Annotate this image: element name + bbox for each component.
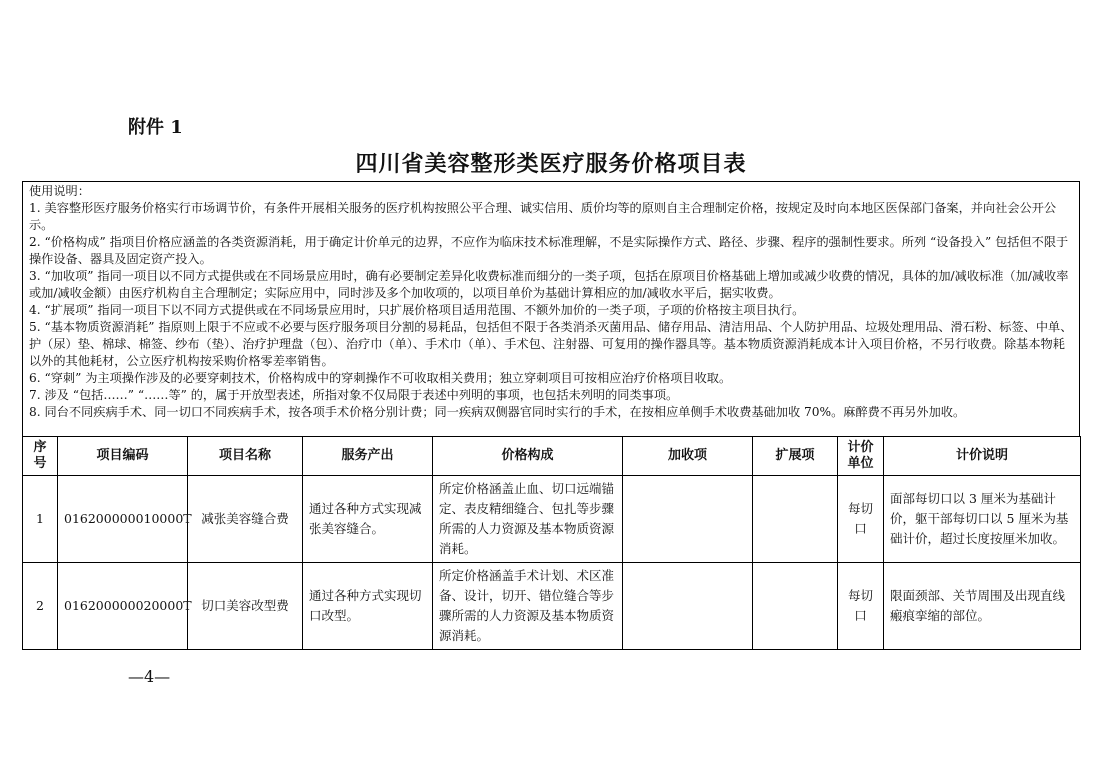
cell-name: 减张美容缝合费: [188, 476, 303, 563]
cell-unit: 每切口: [838, 476, 884, 563]
header-name: 项目名称: [188, 437, 303, 476]
attachment-label: 附件 1: [128, 117, 183, 138]
header-price-composition: 价格构成: [433, 437, 623, 476]
note-item: 4. “扩展项” 指同一项目下以不同方式提供或在不同场景应用时，只扩展价格项目适用范围、不额外加价的一类子项，子项的价格按主项目执行。: [29, 303, 805, 317]
note-item: 1. 美容整形医疗服务价格实行市场调节价，有条件开展相关服务的医疗机构按照公平合理、诚实信用、质价均等的原则自主合理制定价格，按规定及时向本地区医保部门备案，并向社会公开公示。: [29, 201, 1057, 232]
cell-unit: 每切口: [838, 563, 884, 650]
cell-pricing-note: 面部每切口以 3 厘米为基础计价，躯干部每切口以 5 厘米为基础计价，超过长度按厘米加收。: [884, 476, 1081, 563]
table-row: [23, 563, 1081, 650]
cell-code: 016200000010000T: [58, 476, 188, 563]
header-pricing-note: 计价说明: [884, 437, 1081, 476]
cell-code: 016200000020000T: [58, 563, 188, 650]
cell-seq: 1: [23, 476, 58, 563]
table-header-row: [23, 437, 1081, 476]
cell-extension: [753, 476, 838, 563]
price-item-table: [22, 436, 1081, 650]
cell-seq: 2: [23, 563, 58, 650]
header-code: 项目编码: [58, 437, 188, 476]
header-unit: 计价单位: [838, 437, 884, 476]
note-item: 7. 涉及 “包括……” “……等” 的，属于开放型表述，所指对象不仅局限于表述中列明的事项，也包括未列明的同类事项。: [29, 388, 679, 402]
note-item: 5. “基本物质资源消耗” 指原则上限于不应或不必要与医疗服务项目分割的易耗品，包括但不限于各类消杀灭菌用品、储存用品、清洁用品、个人防护用品、垃圾处理用品、滑石粉、标签、中单、护（尿）垫、棉球、棉签、纱布（垫）、治疗护理盘（包）、治疗巾（单）、手术巾（单）、手术包、注射器、可复用的操作器具等。基本物质资源消耗成本计入项目价格，不另行收费。除基本物耗以外的其他耗材，公立医疗机构按采购价格零差率销售。: [29, 320, 1073, 368]
cell-price-composition: 所定价格涵盖手术计划、术区准备、设计，切开、错位缝合等步骤所需的人力资源及基本物质资源消耗。: [433, 563, 623, 650]
cell-name: 切口美容改型费: [188, 563, 303, 650]
table-row: [23, 476, 1081, 563]
cell-pricing-note: 限面颈部、关节周围及出现直线瘢痕挛缩的部位。: [884, 563, 1081, 650]
note-item: 2. “价格构成” 指项目价格应涵盖的各类资源消耗，用于确定计价单元的边界，不应作为临床技术标准理解，不是实际操作方式、路径、步骤、程序的强制性要求。所列 “设备投入” 包括但不限于操作设备、器具及固定资产投入。: [29, 235, 1069, 266]
header-extension: 扩展项: [753, 437, 838, 476]
notes-heading: 使用说明：: [29, 184, 90, 198]
header-output: 服务产出: [303, 437, 433, 476]
usage-notes: [22, 181, 1080, 436]
cell-output: 通过各种方式实现减张美容缝合。: [303, 476, 433, 563]
cell-surcharge: [623, 476, 753, 563]
header-seq: 序号: [23, 437, 58, 476]
cell-price-composition: 所定价格涵盖止血、切口远端锚定、表皮精细缝合、包扎等步骤所需的人力资源及基本物质资源消耗。: [433, 476, 623, 563]
note-item: 8. 同台不同疾病手术、同一切口不同疾病手术，按各项手术价格分别计费；同一疾病双侧器官同时实行的手术，在按相应单侧手术收费基础加收 70%。麻醉费不再另外加收。: [29, 405, 966, 419]
document-title: 四川省美容整形类医疗服务价格项目表: [355, 151, 747, 177]
note-item: 6. “穿刺” 为主项操作涉及的必要穿刺技术，价格构成中的穿刺操作不可收取相关费用；独立穿刺项目可按相应治疗价格项目收取。: [29, 371, 732, 385]
page-number: —4—: [128, 667, 171, 686]
cell-extension: [753, 563, 838, 650]
cell-surcharge: [623, 563, 753, 650]
cell-output: 通过各种方式实现切口改型。: [303, 563, 433, 650]
note-item: 3. “加收项” 指同一项目以不同方式提供或在不同场景应用时，确有必要制定差异化收费标准而细分的一类子项，包括在原项目价格基础上增加或减少收费的情况，具体的加/减收标准（加/减收率或加/减收金额）由医疗机构自主合理制定；实际应用中，同时涉及多个加收项的，以项目单价为基础计算相应的加/减收水平后，据实收费。: [29, 269, 1069, 300]
header-surcharge: 加收项: [623, 437, 753, 476]
